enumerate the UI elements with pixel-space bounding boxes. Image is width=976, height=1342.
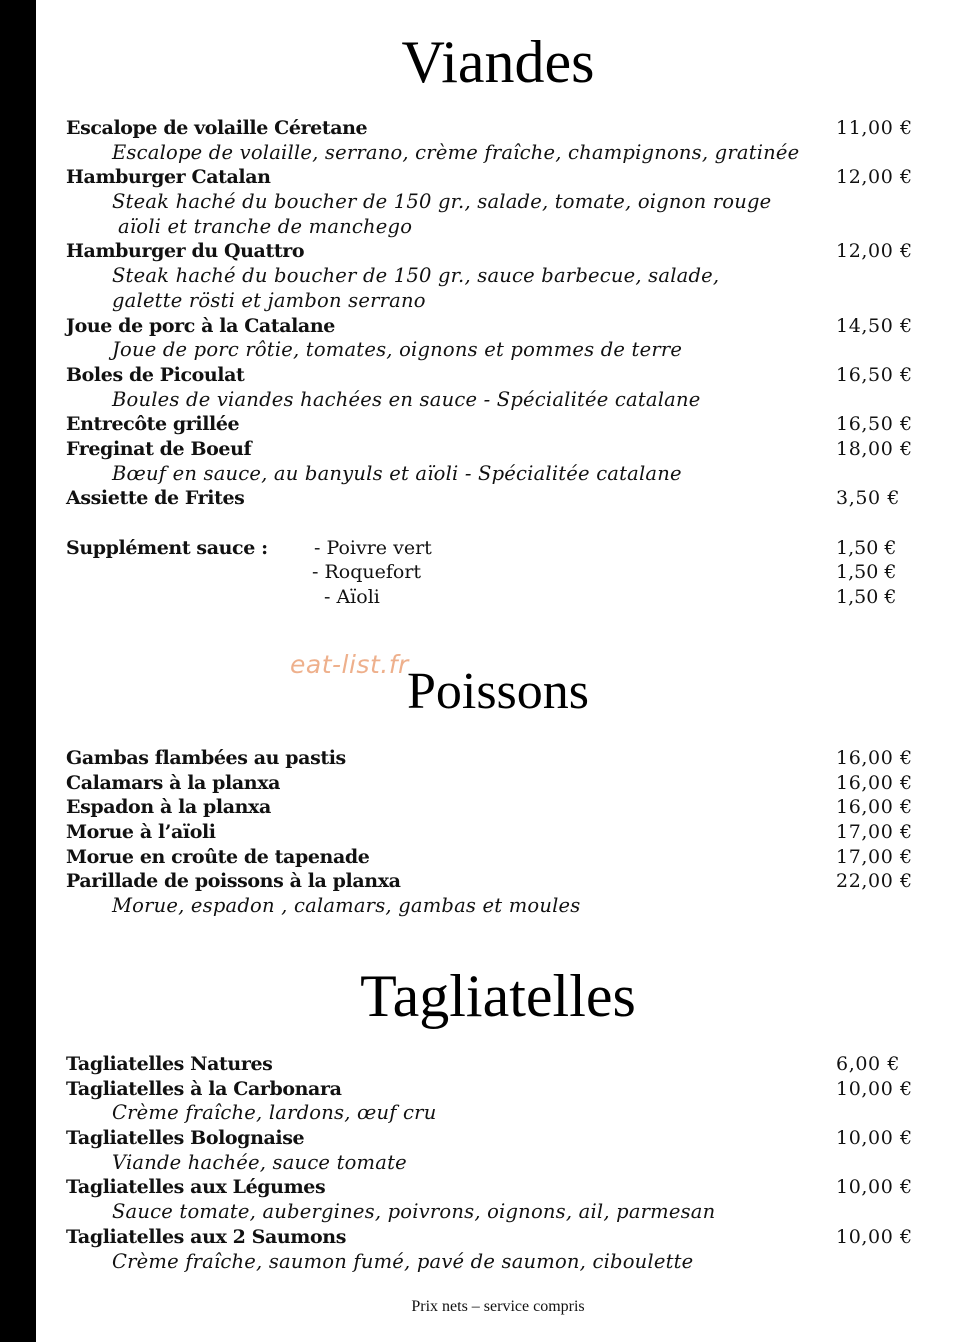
description-line: Boules de viandes hachées en sauce - Spécialitée catalane (112, 387, 701, 411)
menu-item-row (66, 116, 976, 141)
menu-item-description (66, 462, 976, 487)
menu-item-name: Espadon à la planxa (66, 796, 271, 819)
supplement-price: 1,50 € (836, 536, 897, 559)
menu-item-price: 10,00 € (836, 1225, 913, 1248)
spacer (66, 511, 976, 536)
menu-item-row (66, 820, 976, 845)
menu-item-name: Morue à l’aïoli (66, 821, 216, 844)
menu-item-description (66, 264, 976, 289)
menu-item-price: 6,00 € (836, 1053, 901, 1075)
description-line: aïoli et tranche de manchego (118, 214, 413, 238)
description-line: Crème fraîche, lardons, œuf cru (112, 1101, 437, 1125)
menu-item-description (66, 215, 976, 240)
supplement-label: Supplément sauce : (66, 536, 268, 559)
menu-item-description (66, 1151, 976, 1176)
supplement-option: - Roquefort (312, 561, 422, 584)
menu-item-name: Tagliatelles aux Légumes (66, 1176, 326, 1199)
description-line: Steak haché du boucher de 150 gr., salade, tomate, oignon rouge (112, 190, 772, 214)
menu-item-row (66, 165, 976, 190)
supplement-row (66, 536, 976, 561)
menu-item-price: 12,00 € (836, 240, 913, 263)
menu-item-row (66, 437, 976, 462)
menu-item-description (66, 338, 976, 363)
menu-item-row (66, 363, 976, 388)
menu-item-name: Boles de Picoulat (66, 363, 245, 386)
watermark-text: eat-list.fr (290, 650, 409, 679)
menu-item-price: 16,00 € (836, 747, 913, 769)
menu-item-name: Escalope de volaille Céretane (66, 117, 368, 139)
menu-item-row (66, 1175, 976, 1200)
menu-item-price: 14,50 € (836, 314, 913, 337)
description-line: Steak haché du boucher de 150 gr., sauce barbecue, salade, (112, 264, 720, 288)
menu-item-row (66, 1077, 976, 1102)
menu-item-name: Calamars à la planxa (66, 771, 281, 794)
menu-list-viandes (66, 116, 976, 610)
menu-item-row (66, 486, 976, 511)
menu-item-row (66, 314, 976, 339)
menu-item-name: Hamburger du Quattro (66, 240, 305, 263)
menu-item-row (66, 771, 976, 796)
description-line: Escalope de volaille, serrano, crème fraîche, champignons, gratinée (112, 140, 800, 164)
menu-item-name: Hamburger Catalan (66, 166, 271, 189)
menu-item-name: Morue en croûte de tapenade (66, 845, 370, 868)
supplement-row (66, 560, 976, 585)
menu-item-name: Joue de porc à la Catalane (66, 314, 335, 337)
description-line: galette rösti et jambon serrano (112, 288, 426, 312)
menu-item-row (66, 746, 976, 771)
section-title-poissons: Poissons (406, 663, 590, 720)
menu-item-price: 12,00 € (836, 166, 913, 189)
menu-item-name: Gambas flambées au pastis (66, 747, 346, 769)
menu-item-name: Tagliatelles Natures (66, 1053, 273, 1075)
menu-item-price: 10,00 € (836, 1127, 913, 1150)
menu-item-row (66, 1225, 976, 1250)
description-line: Crème fraîche, saumon fumé, pavé de saumon, ciboulette (112, 1249, 694, 1273)
menu-item-price: 16,00 € (836, 771, 913, 794)
menu-item-name: Freginat de Boeuf (66, 437, 252, 460)
menu-item-description (66, 141, 976, 166)
section-title-viandes: Viandes (401, 29, 595, 95)
menu-item-row (66, 869, 976, 894)
menu-item-description (66, 894, 976, 919)
menu-item-price: 3,50 € (836, 487, 901, 510)
menu-item-name: Assiette de Frites (66, 487, 245, 510)
menu-item-row (66, 412, 976, 437)
menu-item-description (66, 1200, 976, 1225)
menu-item-name: Tagliatelles Bolognaise (66, 1127, 305, 1150)
supplement-price: 1,50 € (836, 561, 897, 584)
menu-item-price: 18,00 € (836, 437, 913, 460)
menu-item-row (66, 795, 976, 820)
menu-item-name: Parillade de poissons à la planxa (66, 870, 401, 893)
menu-item-row (66, 1126, 976, 1151)
menu-list-poissons (66, 746, 976, 919)
supplement-price: 1,50 € (836, 586, 897, 609)
supplement-option: - Aïoli (324, 586, 380, 609)
menu-item-description (66, 1101, 976, 1126)
menu-list-tagliatelles (66, 1052, 976, 1274)
menu-item-price: 10,00 € (836, 1077, 913, 1100)
menu-item-price: 22,00 € (836, 870, 913, 893)
description-line: Morue, espadon , calamars, gambas et moules (112, 894, 581, 918)
menu-item-description (66, 1250, 976, 1275)
menu-item-description (66, 289, 976, 314)
supplement-option: - Poivre vert (314, 536, 432, 559)
menu-item-row (66, 1052, 976, 1077)
menu-item-name: Tagliatelles à la Carbonara (66, 1077, 342, 1100)
menu-item-row (66, 239, 976, 264)
menu-item-price: 16,50 € (836, 413, 913, 436)
menu-item-row (66, 845, 976, 870)
menu-item-price: 16,50 € (836, 363, 913, 386)
menu-item-price: 10,00 € (836, 1176, 913, 1199)
description-line: Sauce tomate, aubergines, poivrons, oignons, ail, parmesan (112, 1200, 716, 1224)
menu-item-price: 11,00 € (836, 117, 913, 139)
menu-item-price: 16,00 € (836, 796, 913, 819)
menu-item-price: 17,00 € (836, 821, 913, 844)
description-line: Joue de porc rôtie, tomates, oignons et pommes de terre (112, 338, 683, 362)
section-title-tagliatelles: Tagliatelles (360, 963, 636, 1029)
menu-item-description (66, 190, 976, 215)
menu-item-name: Tagliatelles aux 2 Saumons (66, 1225, 346, 1248)
footer-note: Prix nets – service compris (411, 1298, 585, 1315)
menu-item-price: 17,00 € (836, 845, 913, 868)
description-line: Viande hachée, sauce tomate (112, 1150, 407, 1174)
description-line: Bœuf en sauce, au banyuls et aïoli - Spécialitée catalane (112, 461, 682, 485)
supplement-row (66, 585, 976, 610)
menu-item-name: Entrecôte grillée (66, 413, 240, 436)
menu-item-description (66, 388, 976, 413)
